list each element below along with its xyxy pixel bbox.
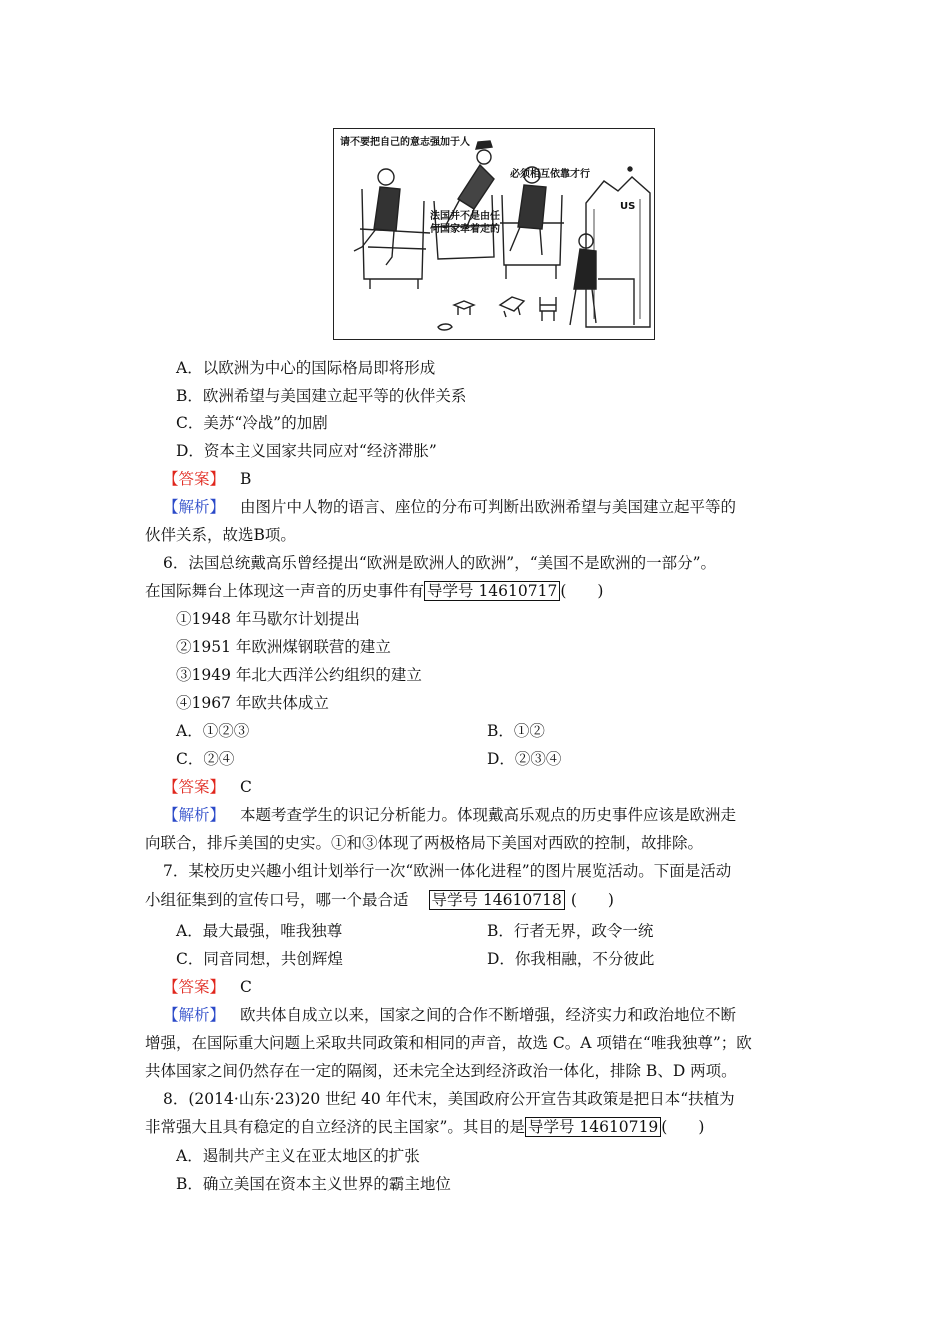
cartoon-figure xyxy=(333,128,655,340)
q6-paren: ( ) xyxy=(560,582,604,600)
q5-analysis-row xyxy=(163,497,736,517)
q6-analysis-1: 本题考查学生的识记分析能力。体现戴高乐观点的历史事件应该是欧洲走 xyxy=(239,806,736,824)
q6-analysis-2: 向联合，排斥美国的史实。①和③体现了两极格局下美国对西欧的控制，故排除。 xyxy=(145,834,704,852)
q6-item-4: ④1967 年欧共体成立 xyxy=(176,694,329,712)
q7-ref-box: 导学号 14610718 xyxy=(429,890,565,910)
q5-option-c: C．美苏“冷战”的加剧 xyxy=(176,414,328,432)
q8-option-a: A．遏制共产主义在亚太地区的扩张 xyxy=(176,1147,420,1165)
q7-option-c: C．同音同想，共创辉煌 xyxy=(176,950,343,968)
q8-stem-2: 非常强大且具有稳定的自立经济的民主国家”。其目的是 xyxy=(145,1118,525,1136)
q6-stem-1: 6．法国总统戴高乐曾经提出“欧洲是欧洲人的欧洲”，“美国不是欧洲的一部分”。 xyxy=(163,554,717,572)
cartoon-speech-3b: 何国家牵着走的 xyxy=(430,224,500,235)
q7-analysis-1: 欧共体自成立以来，国家之间的合作不断增强，经济实力和政治地位不断 xyxy=(239,1006,736,1024)
q7-paren: ( ) xyxy=(570,891,614,909)
q6-stem-2-row xyxy=(145,581,603,601)
q5-analysis-1: 由图片中人物的语言、座位的分布可判断出欧洲希望与美国建立起平等的 xyxy=(239,498,736,516)
q8-stem-1: 8．(2014·山东·23)20 世纪 40 年代末，美国政府公开宣告其政策是把日本“扶植为 xyxy=(163,1090,735,1108)
answer-tag: 【答案】 xyxy=(163,470,226,488)
q5-option-a: A．以欧洲为中心的国际格局即将形成 xyxy=(176,359,436,377)
q6-item-3: ③1949 年北大西洋公约组织的建立 xyxy=(176,666,422,684)
q8-stem-2-row xyxy=(145,1117,704,1137)
q5-analysis-2: 伙伴关系，故选B项。 xyxy=(145,526,296,544)
q7-answer-row xyxy=(163,977,252,997)
q7-option-a: A．最大最强，唯我独尊 xyxy=(176,922,343,940)
q7-answer: C xyxy=(239,978,252,996)
q6-option-c: C．②④ xyxy=(176,750,235,768)
cartoon-speech-2: 必须相互依靠才行 xyxy=(510,169,590,180)
q6-ref-box: 导学号 14610717 xyxy=(424,581,560,601)
q7-analysis-3: 共体国家之间仍然存在一定的隔阂，还未完全达到经济政治一体化，排除 B、D 两项。 xyxy=(145,1062,737,1080)
q7-option-b: B．行者无界，政令一统 xyxy=(487,922,654,940)
q8-paren: ( ) xyxy=(661,1118,705,1136)
q5-answer: B xyxy=(239,470,252,488)
cartoon-speech-1: 请不要把自己的意志强加于人 xyxy=(340,137,470,148)
answer-tag: 【答案】 xyxy=(163,778,226,796)
q5-option-d: D．资本主义国家共同应对“经济滞胀” xyxy=(176,442,437,460)
q5-option-b: B．欧洲希望与美国建立起平等的伙伴关系 xyxy=(176,387,467,405)
analysis-tag: 【解析】 xyxy=(163,1006,226,1024)
q8-option-b: B．确立美国在资本主义世界的霸主地位 xyxy=(176,1175,451,1193)
q7-analysis-2: 增强，在国际重大问题上采取共同政策和相同的声音，故选 C。A 项错在“唯我独尊”；欧 xyxy=(145,1034,752,1052)
q6-option-a: A．①②③ xyxy=(176,722,250,740)
answer-tag: 【答案】 xyxy=(163,978,226,996)
q6-stem-2: 在国际舞台上体现这一声音的历史事件有 xyxy=(145,582,425,600)
q7-stem-2: 小组征集到的宣传口号，哪一个最合适 xyxy=(145,891,409,909)
q7-option-d: D．你我相融，不分彼此 xyxy=(487,950,655,968)
q5-answer-row xyxy=(163,469,251,489)
q6-analysis-row xyxy=(163,805,736,825)
q7-analysis-row xyxy=(163,1005,736,1025)
q6-answer: C xyxy=(239,778,252,796)
analysis-tag: 【解析】 xyxy=(163,498,226,516)
cartoon-label-us: US xyxy=(620,201,636,212)
q7-stem-1: 7．某校历史兴趣小组计划举行一次“欧洲一体化进程”的图片展览活动。下面是活动 xyxy=(163,862,732,880)
q6-item-1: ①1948 年马歇尔计划提出 xyxy=(176,610,360,628)
q8-ref-box: 导学号 14610719 xyxy=(525,1117,661,1137)
q7-stem-2-row xyxy=(145,890,614,910)
q6-option-b: B．①② xyxy=(487,722,545,740)
q6-item-2: ②1951 年欧洲煤钢联营的建立 xyxy=(176,638,391,656)
q6-answer-row xyxy=(163,777,252,797)
cartoon-speech-3a: 法国并不是由任 xyxy=(430,211,500,222)
analysis-tag: 【解析】 xyxy=(163,806,226,824)
q6-option-d: D．②③④ xyxy=(487,750,562,768)
